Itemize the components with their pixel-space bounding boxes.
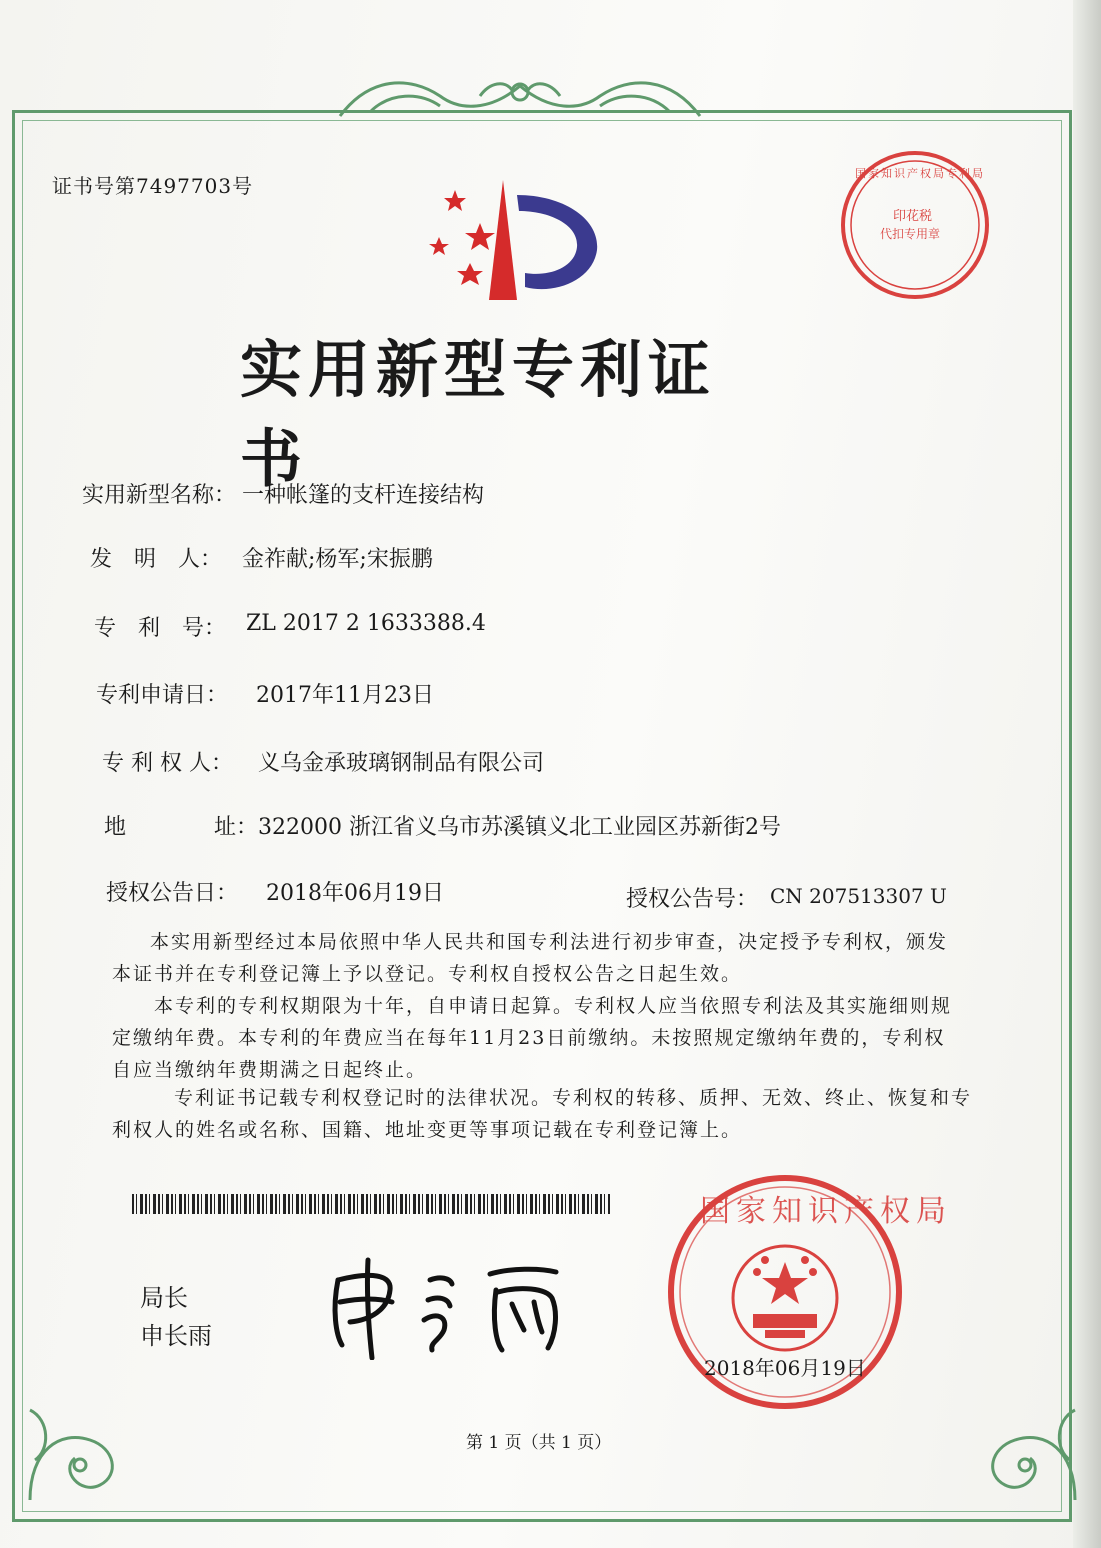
top-ornament-icon xyxy=(330,66,710,126)
patent-number-value: ZL 2017 2 1633388.4 xyxy=(246,611,486,636)
cnipa-logo-icon xyxy=(425,175,610,305)
paragraph-2 xyxy=(112,990,978,1086)
barcode xyxy=(132,1194,610,1214)
apply-date-label: 专利申请日： xyxy=(96,683,229,708)
patent-number-label: 专 利 号： xyxy=(94,616,227,641)
inventor-value: 金祚献;杨军;宋振鹏 xyxy=(242,547,433,572)
paragraph-2-line-1: 本专利的专利权期限为十年，自申请日起算。专利权人应当依照专利法及其实施细则规 xyxy=(154,995,953,1017)
paragraph-1 xyxy=(112,926,978,990)
certificate-number: 证书号第7497703号 xyxy=(52,174,254,198)
tax-seal-center-text: 印花税 xyxy=(893,209,933,224)
name-value: 一种帐篷的支杆连接结构 xyxy=(242,483,485,508)
corner-ornament-right-icon xyxy=(965,1350,1085,1510)
paragraph-3-line-1: 专利证书记载专利权登记时的法律状况。专利权的转移、质押、无效、终止、恢复和专 xyxy=(174,1087,973,1109)
holder-value: 义乌金承玻璃钢制品有限公司 xyxy=(258,751,545,776)
announce-number-value: CN 207513307 U xyxy=(770,884,947,908)
address-label-first: 地 xyxy=(104,815,127,840)
paragraph-3 xyxy=(112,1082,978,1146)
director-signature-icon xyxy=(320,1250,580,1360)
paragraph-2-line-3: 自应当缴纳年费期满之日起终止。 xyxy=(112,1059,428,1081)
page-edge-shadow xyxy=(1073,0,1101,1548)
announce-date-label: 授权公告日： xyxy=(106,881,239,906)
announce-number-label: 授权公告号： xyxy=(626,887,759,912)
paragraph-3-line-2: 利权人的姓名或名称、国籍、地址变更等事项记载在专利登记簿上。 xyxy=(112,1119,743,1141)
holder-label: 专 利 权 人： xyxy=(102,751,233,776)
paragraph-1-line-1: 本实用新型经过本局依照中华人民共和国专利法进行初步审查，决定授予专利权，颁发 xyxy=(150,931,949,953)
announce-date-value: 2018年06月19日 xyxy=(266,881,444,906)
inventor-label: 发 明 人： xyxy=(90,547,223,572)
paragraph-2-line-2: 定缴纳年费。本专利的年费应当在每年11月23日前缴纳。未按照规定缴纳年费的，专利权 xyxy=(112,1027,946,1049)
name-label: 实用新型名称： xyxy=(82,483,237,508)
tax-seal-ring-text: 国家知识产权局专利局 xyxy=(855,167,985,180)
seal-date: 2018年06月19日 xyxy=(704,1356,866,1380)
certificate-title: 实用新型专利证书 xyxy=(240,333,717,495)
corner-ornament-left-icon xyxy=(20,1350,140,1510)
address-label-second: 址： xyxy=(214,815,259,840)
tax-seal-center-text-2: 代扣专用章 xyxy=(880,227,941,241)
paragraph-1-line-2: 本证书并在专利登记簿上予以登记。专利权自授权公告之日起生效。 xyxy=(112,963,743,985)
page-number: 第 1 页（共 1 页） xyxy=(466,1433,612,1453)
address-value: 322000 浙江省义乌市苏溪镇义北工业园区苏新街2号 xyxy=(258,815,781,840)
director-name: 申长雨 xyxy=(140,1322,212,1350)
director-title: 局长 xyxy=(140,1284,188,1312)
apply-date-value: 2017年11月23日 xyxy=(256,683,434,708)
national-seal-ring-text: 国家知识产权局 xyxy=(700,1194,952,1229)
